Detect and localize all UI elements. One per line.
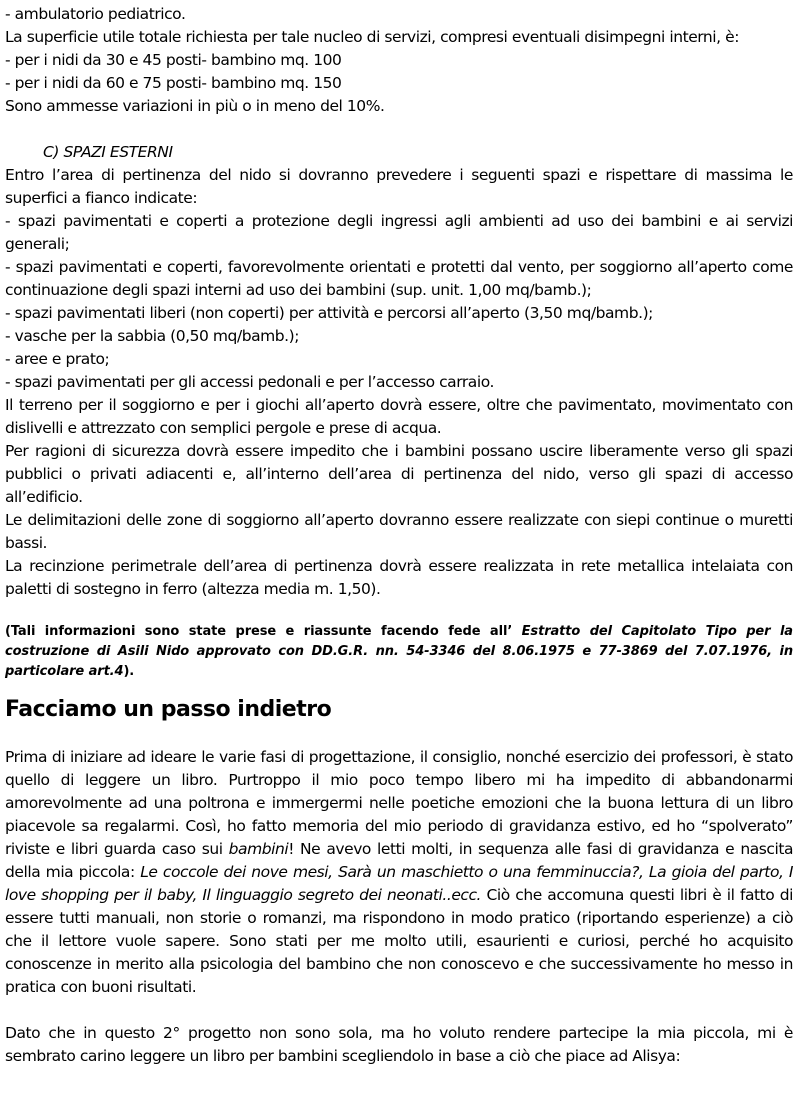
source-note-suffix: ). bbox=[123, 664, 135, 679]
paragraph-segment: ! Ne avevo letti molti, in sequenza alle fasi di gravidanza e nascita della mia piccola: bbox=[5, 840, 793, 881]
list-item: - spazi pavimentati e coperti a protezione degli ingressi agli ambienti ad uso dei bambini e ai servizi generali; bbox=[5, 212, 793, 253]
section-heading-spazi-esterni: C) SPAZI ESTERNI bbox=[43, 143, 173, 161]
paragraph-segment: Prima di iniziare ad ideare le varie fasi di progettazione, il consiglio, nonché esercizio dei professori, è stato quello di leggere un libro. Purtroppo il mio poco tempo libero mi ha impedito di abbandonarmi amorevolmente ad una poltrona e immergermi nelle poetiche emozioni che la buona lettura di un libro piacevole sa regalarmi. Così, ho fatto memoria del mio periodo di gravidanza estivo, ed ho “spolverato” riviste e libri guarda caso sui bbox=[5, 748, 793, 858]
body-paragraph: Per ragioni di sicurezza dovrà essere impedito che i bambini possano uscire liberamente verso gli spazi pubblici o privati adiacenti e, all’interno dell’area di pertinenza del nido, verso gli spazi di accesso all’edificio. bbox=[5, 442, 793, 506]
intro-line: - per i nidi da 60 e 75 posti- bambino mq. 150 bbox=[5, 74, 342, 92]
intro-line: Sono ammesse variazioni in più o in meno del 10%. bbox=[5, 97, 385, 115]
paragraph-segment: Ciò che accomuna questi libri è il fatto di essere tutti manuali, non storie o romanzi, ma rispondono in modo pratico (riportando esperienze) a ciò che il lettore vuole sapere. Sono stati per me molto utili, esaurienti e curiosi, perché ho acquisito conoscenze in merito alla psicologia del bambino che non conoscevo e che successivamente ho messo in pratica con buoni risultati. bbox=[5, 886, 794, 996]
intro-line: - ambulatorio pediatrico. bbox=[5, 5, 186, 23]
source-note-citation: Estratto del Capitolato Tipo per la costruzione di Asili Nido approvato con DD.G.R. nn. 54-3346 del 8.06.1975 e 77-3869 del 7.07.1976, in particolare art.4 bbox=[5, 624, 793, 679]
list-item: - aree e prato; bbox=[5, 350, 110, 368]
list-item: - vasche per la sabbia (0,50 mq/bamb.); bbox=[5, 327, 300, 345]
list-item: - spazi pavimentati e coperti, favorevolmente orientati e protetti dal vento, per soggiorno all’aperto come continuazione degli spazi interni ad uso dei bambini (sup. unit. 1,00 mq/bamb.); bbox=[5, 258, 793, 299]
body-paragraph: Il terreno per il soggiorno e per i giochi all’aperto dovrà essere, oltre che pavimentato, movimentato con dislivelli e attrezzato con semplici pergole e prese di acqua. bbox=[5, 396, 793, 437]
body-paragraph: Entro l’area di pertinenza del nido si dovranno prevedere i seguenti spazi e rispettare di massima le superfici a fianco indicate: bbox=[5, 166, 793, 207]
body-paragraph: La recinzione perimetrale dell’area di pertinenza dovrà essere realizzata in rete metallica intelaiata con paletti di sostegno in ferro (altezza media m. 1,50). bbox=[5, 557, 793, 598]
list-item: - spazi pavimentati per gli accessi pedonali e per l’accesso carraio. bbox=[5, 373, 494, 391]
body-paragraph: Le delimitazioni delle zone di soggiorno all’aperto dovranno essere realizzate con siepi continue o muretti bassi. bbox=[5, 511, 793, 552]
source-note-prefix: (Tali informazioni sono state prese e riassunte facendo fede all’ bbox=[5, 624, 522, 639]
intro-line: La superficie utile totale richiesta per tale nucleo di servizi, compresi eventuali disimpegni interni, è: bbox=[5, 28, 739, 46]
body-paragraph: Dato che in questo 2° progetto non sono sola, ma ho voluto rendere partecipe la mia piccola, mi è sembrato carino leggere un libro per bambini scegliendolo in base a ciò che piace ad Alisya: bbox=[5, 1024, 793, 1065]
intro-line: - per i nidi da 30 e 45 posti- bambino mq. 100 bbox=[5, 51, 342, 69]
book-titles-italic: Le coccole dei nove mesi, Sarà un maschietto o una femminuccia?, La gioia del parto, I love shopping per il baby, Il linguaggio segreto dei neonati..ecc. bbox=[5, 863, 793, 904]
paragraph-segment-italic: bambini bbox=[228, 840, 289, 858]
heading-facciamo-un-passo-indietro: Facciamo un passo indietro bbox=[5, 697, 332, 722]
source-note bbox=[5, 622, 793, 682]
list-item: - spazi pavimentati liberi (non coperti) per attività e percorsi all’aperto (3,50 mq/bamb.); bbox=[5, 304, 653, 322]
body-paragraph bbox=[5, 746, 793, 999]
